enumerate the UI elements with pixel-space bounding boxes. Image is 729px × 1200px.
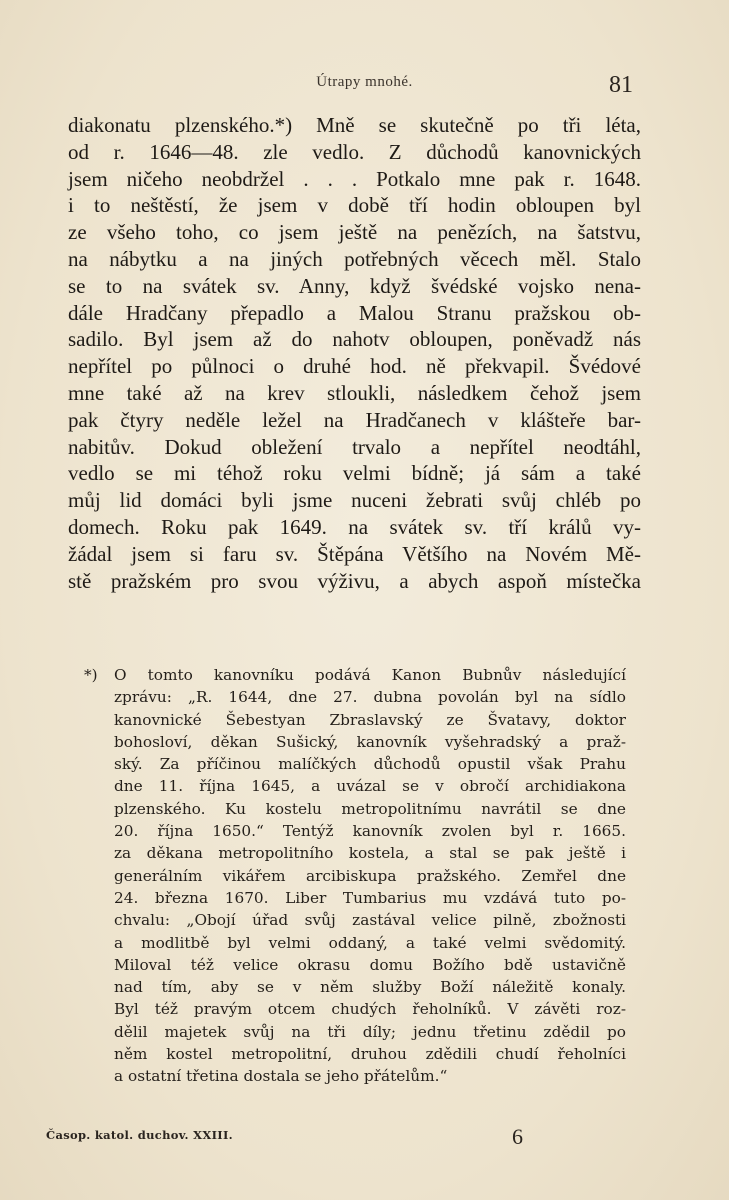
text-line: mne také až na krev stloukli, následkem čehož jsem xyxy=(68,380,641,405)
text-line: pak čtyry neděle ležel na Hradčanech v klášteře bar- xyxy=(68,407,641,432)
footnote-line: ský. Za příčinou malíčkých důchodů opustil však Prahu xyxy=(114,755,626,774)
text-line: diakonatu plzenského.*) Mně se skutečně po tři léta, xyxy=(68,113,641,137)
printer-signature: Časop. katol. duchov. XXIII. xyxy=(46,1128,233,1142)
footnote-line: Miloval též velice okrasu domu Božího bdě ustavičně xyxy=(114,955,626,974)
text-line: ze všeho toho, co jsem ještě na penězích, na šatstvu, xyxy=(68,220,641,245)
running-title: Útrapy mnohé. xyxy=(316,74,413,90)
text-line: domech. Roku pak 1649. na svátek sv. tří králů vy- xyxy=(68,514,641,539)
footnote-line: O tomto kanovníku podává Kanon Bubnův následující xyxy=(114,666,626,684)
footnote-line: kanovnické Šebestyan Zbraslavský ze Švatavy, doktor xyxy=(114,710,626,729)
footnote xyxy=(114,664,626,1088)
footnote-line: a ostatní třetina dostala se jeho přátelům.“ xyxy=(114,1067,448,1086)
text-line: můj lid domáci byli jsme nuceni žebrati svůj chléb po xyxy=(68,488,641,513)
footnote-line: za děkana metropolitního kostela, a stal se pak ještě i xyxy=(114,844,626,863)
text-line: se to na svátek sv. Anny, když švédské vojsko nena- xyxy=(68,273,641,298)
text-line: od r. 1646—48. zle vedlo. Z důchodů kanovnických xyxy=(68,139,641,164)
footnote-line: něm kostel metropolitní, druhou zdědili chudí řeholníci xyxy=(114,1045,626,1064)
text-line: nepřítel po půlnoci o druhé hod. ně překvapil. Švédové xyxy=(68,354,641,379)
text-line: jsem ničeho neobdržel . . . Potkalo mne pak r. 1648. xyxy=(68,166,641,191)
footnote-line: a modlitbě byl velmi oddaný, a také velmi svědomitý. xyxy=(114,933,626,952)
footnote-line: bohosloví, děkan Sušický, kanovník vyšehradský a praž- xyxy=(114,732,626,751)
footnote-line: generálním vikářem arcibiskupa pražského. Zemřel dne xyxy=(114,866,626,885)
text-line: žádal jsem si faru sv. Štěpána Většího na Novém Mě- xyxy=(68,541,641,566)
footnote-marker: *) xyxy=(84,666,98,684)
text-line: i to neštěstí, že jsem v době tří hodin obloupen byl xyxy=(68,193,641,218)
text-line: dále Hradčany přepadlo a Malou Stranu pražskou ob- xyxy=(68,300,641,325)
footnote-line: Byl též pravým otcem chudých řeholníků. V závěti roz- xyxy=(114,1000,626,1019)
footnote-line: dne 11. října 1645, a uvázal se v obročí archidiakona xyxy=(114,777,626,796)
text-line: vedlo se mi téhož roku velmi bídně; já sám a také xyxy=(68,461,641,486)
sheet-number: 6 xyxy=(512,1124,523,1149)
footnote-line: dělil majetek svůj na tři díly; jednu třetinu zdědil po xyxy=(114,1022,626,1041)
page-number: 81 xyxy=(609,72,633,98)
text-line: sadilo. Byl jsem až do nahotv obloupen, poněvadž nás xyxy=(68,327,641,352)
main-text xyxy=(68,112,641,594)
footnote-line: plzenského. Ku kostelu metropolitnímu navrátil se dne xyxy=(114,799,626,818)
footnote-line: nad tím, aby se v něm služby Boží náležitě konaly. xyxy=(114,978,626,997)
footnote-line: chvalu: „Obojí úřad svůj zastával velice pilně, zbožnosti xyxy=(114,911,626,930)
text-line: stě pražském pro svou výživu, a abych aspoň místečka xyxy=(68,568,641,593)
footnote-line: zprávu: „R. 1644, dne 27. dubna povolán byl na sídlo xyxy=(114,688,626,707)
text-line: nabitův. Dokud obležení trvalo a nepřítel neodtáhl, xyxy=(68,434,641,459)
text-line: na nábytku a na jiných potřebných věcech měl. Stalo xyxy=(68,246,641,271)
footnote-line: 24. března 1670. Liber Tumbarius mu vzdává tuto po- xyxy=(114,888,626,907)
footnote-line: 20. října 1650.“ Tentýž kanovník zvolen byl r. 1665. xyxy=(114,822,626,841)
